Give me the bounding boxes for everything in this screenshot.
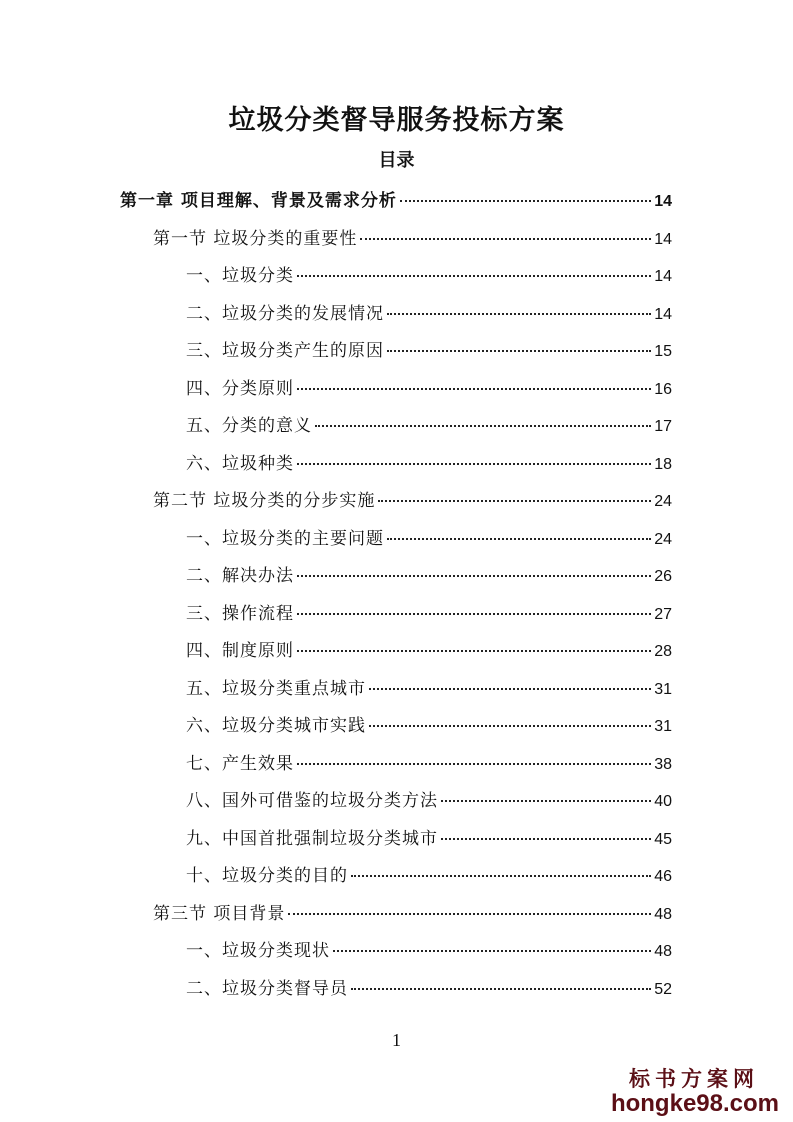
table-of-contents — [0, 183, 793, 1008]
toc-dot-leader — [297, 575, 651, 577]
toc-entry-label: 八、国外可借鉴的垃圾分类方法 — [186, 791, 438, 811]
toc-entry[interactable] — [0, 971, 793, 1009]
toc-dot-leader — [297, 388, 651, 390]
toc-entry[interactable] — [0, 708, 793, 746]
toc-entry-label: 十、垃圾分类的目的 — [186, 866, 348, 886]
toc-entry-page: 31 — [654, 680, 672, 698]
toc-entry[interactable] — [0, 783, 793, 821]
toc-entry[interactable] — [0, 483, 793, 521]
toc-dot-leader — [288, 913, 651, 915]
toc-dot-leader — [400, 200, 651, 202]
toc-dot-leader — [369, 725, 651, 727]
toc-entry-label: 一、垃圾分类现状 — [186, 941, 330, 961]
toc-entry-page: 18 — [654, 455, 672, 473]
toc-entry[interactable] — [0, 596, 793, 634]
toc-entry[interactable] — [0, 183, 793, 221]
toc-entry[interactable] — [0, 746, 793, 784]
toc-entry[interactable] — [0, 446, 793, 484]
toc-entry-label: 第二节 垃圾分类的分步实施 — [153, 491, 376, 511]
toc-entry-page: 52 — [654, 980, 672, 998]
toc-entry-page: 38 — [654, 755, 672, 773]
toc-dot-leader — [297, 763, 651, 765]
toc-entry[interactable] — [0, 896, 793, 934]
toc-entry-label: 一、垃圾分类的主要问题 — [186, 528, 384, 549]
toc-entry[interactable] — [0, 408, 793, 446]
toc-entry-label: 九、中国首批强制垃圾分类城市 — [186, 828, 438, 849]
toc-dot-leader — [441, 838, 651, 840]
toc-entry-page: 46 — [654, 868, 672, 885]
toc-entry-page: 24 — [654, 530, 672, 548]
toc-entry-label: 第一节 垃圾分类的重要性 — [153, 228, 358, 249]
toc-entry[interactable] — [0, 933, 793, 971]
toc-entry[interactable] — [0, 521, 793, 559]
toc-entry-page: 14 — [654, 193, 672, 210]
toc-entry-label: 五、垃圾分类重点城市 — [186, 678, 366, 699]
toc-entry-page: 14 — [654, 305, 672, 323]
toc-dot-leader — [297, 650, 651, 652]
toc-entry[interactable] — [0, 258, 793, 296]
toc-entry-label: 六、垃圾种类 — [186, 453, 294, 474]
toc-entry-page: 15 — [654, 343, 672, 360]
toc-entry-page: 14 — [654, 230, 672, 248]
watermark-logo — [611, 1068, 779, 1116]
toc-dot-leader — [441, 800, 651, 802]
toc-entry-label: 六、垃圾分类城市实践 — [186, 716, 366, 736]
toc-entry-page: 48 — [654, 905, 672, 923]
watermark-name: 标书方案网 — [629, 1066, 759, 1091]
toc-entry[interactable] — [0, 558, 793, 596]
page-number: 1 — [392, 1030, 401, 1050]
toc-dot-leader — [387, 350, 651, 352]
toc-entry-page: 26 — [654, 568, 672, 585]
toc-entry-label: 七、产生效果 — [186, 753, 294, 774]
toc-entry-page: 27 — [654, 605, 672, 623]
toc-entry-label: 三、垃圾分类产生的原因 — [186, 341, 384, 361]
toc-entry-page: 14 — [654, 268, 672, 285]
toc-entry-label: 四、分类原则 — [186, 378, 294, 399]
toc-entry-page: 17 — [654, 418, 672, 435]
toc-entry-page: 16 — [654, 380, 672, 398]
toc-entry-label: 三、操作流程 — [186, 603, 294, 624]
toc-dot-leader — [315, 425, 651, 427]
toc-dot-leader — [297, 613, 651, 615]
toc-entry-page: 28 — [654, 643, 672, 660]
toc-dot-leader — [387, 313, 651, 315]
toc-entry[interactable] — [0, 821, 793, 859]
toc-entry[interactable] — [0, 633, 793, 671]
toc-dot-leader — [378, 500, 651, 502]
toc-entry[interactable] — [0, 371, 793, 409]
toc-dot-leader — [351, 988, 651, 990]
toc-dot-leader — [387, 538, 651, 540]
toc-entry-page: 45 — [654, 830, 672, 848]
toc-entry-label: 二、垃圾分类督导员 — [186, 978, 348, 999]
toc-entry-page: 24 — [654, 493, 672, 510]
toc-entry[interactable] — [0, 858, 793, 896]
toc-entry-label: 第一章 项目理解、背景及需求分析 — [120, 191, 397, 211]
toc-dot-leader — [369, 688, 651, 690]
toc-dot-leader — [297, 463, 651, 465]
toc-dot-leader — [297, 275, 651, 277]
toc-dot-leader — [360, 238, 651, 240]
document-title: 垃圾分类督导服务投标方案 — [228, 105, 565, 136]
toc-entry-label: 五、分类的意义 — [186, 416, 312, 436]
toc-entry[interactable] — [0, 296, 793, 334]
toc-entry[interactable] — [0, 671, 793, 709]
toc-entry-label: 第三节 项目背景 — [153, 903, 286, 924]
toc-dot-leader — [351, 875, 651, 877]
toc-entry-page: 48 — [654, 943, 672, 960]
toc-entry-label: 一、垃圾分类 — [186, 266, 294, 286]
toc-entry-page: 40 — [654, 793, 672, 810]
toc-entry[interactable] — [0, 333, 793, 371]
toc-entry[interactable] — [0, 221, 793, 259]
toc-entry-label: 二、垃圾分类的发展情况 — [186, 303, 384, 324]
toc-entry-label: 四、制度原则 — [186, 641, 294, 661]
toc-entry-page: 31 — [654, 718, 672, 735]
toc-entry-label: 二、解决办法 — [186, 566, 294, 586]
toc-dot-leader — [333, 950, 651, 952]
watermark-url: hongke98.com — [610, 1090, 779, 1117]
toc-heading: 目录 — [378, 150, 415, 171]
